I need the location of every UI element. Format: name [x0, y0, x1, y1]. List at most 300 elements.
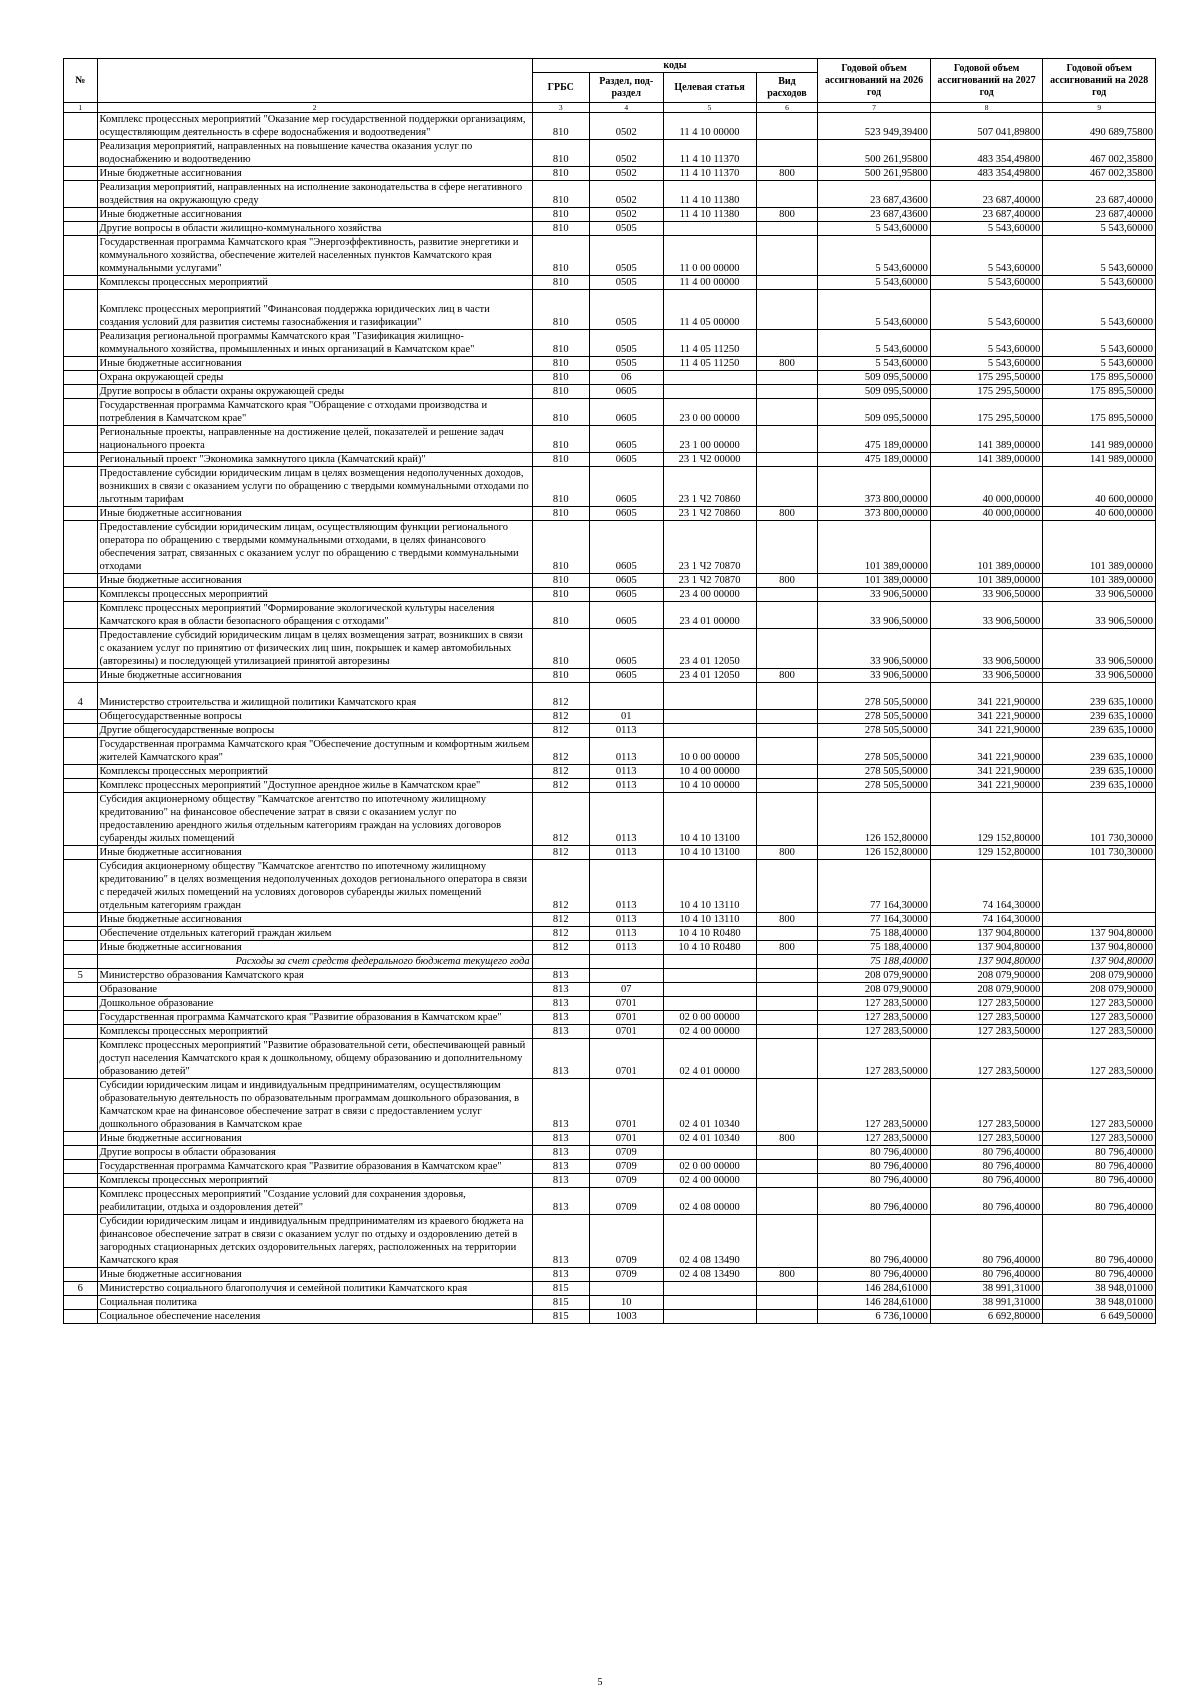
- row-number: [64, 1132, 98, 1146]
- page-number: 5: [597, 1677, 603, 1688]
- row-number: [64, 1079, 98, 1132]
- row-amount-2026: 80 796,40000: [818, 1215, 931, 1268]
- table-row: [64, 860, 1156, 913]
- column-index: 6: [756, 103, 818, 113]
- row-name: Предоставление субсидии юридическим лицам, осуществляющим функции регионального оператора по обращению с твердыми коммунальными отходами, в целях финансового обеспечения затрат, связанных с оказанием услуг по обращению с твердыми коммунальными отходами: [97, 521, 532, 574]
- row-expense-type: 800: [756, 941, 818, 955]
- row-grbs: 812: [532, 941, 589, 955]
- table-row: [64, 467, 1156, 507]
- row-number: [64, 521, 98, 574]
- row-amount-2026: 127 283,50000: [818, 1025, 931, 1039]
- row-number: [64, 1160, 98, 1174]
- row-amount-2026: 33 906,50000: [818, 629, 931, 669]
- row-target-article: [663, 1296, 756, 1310]
- row-grbs: 813: [532, 1268, 589, 1282]
- row-name: Комплекс процессных мероприятий "Оказание мер государственной поддержки организациям, осуществляющим деятельность в сфере водоснабжения и водоотведения": [97, 113, 532, 140]
- row-grbs: 813: [532, 1039, 589, 1079]
- row-expense-type: 800: [756, 1132, 818, 1146]
- row-amount-2027: 341 221,90000: [930, 738, 1043, 765]
- row-expense-type: [756, 765, 818, 779]
- row-grbs: 810: [532, 181, 589, 208]
- row-razdel: 0701: [589, 1079, 663, 1132]
- row-number: [64, 113, 98, 140]
- row-amount-2026: 5 543,60000: [818, 290, 931, 330]
- table-row: [64, 1268, 1156, 1282]
- row-amount-2028: 141 989,00000: [1043, 426, 1156, 453]
- row-name: Комплекс процессных мероприятий "Развитие образовательной сети, обеспечивающей равный доступ населения Камчатского края к дошкольному, общему образованию и дополнительному образованию детей": [97, 1039, 532, 1079]
- row-amount-2027: 80 796,40000: [930, 1174, 1043, 1188]
- row-expense-type: [756, 426, 818, 453]
- row-grbs: 810: [532, 236, 589, 276]
- row-expense-type: [756, 330, 818, 357]
- row-expense-type: [756, 1039, 818, 1079]
- row-name: Государственная программа Камчатского края "Обращение с отходами производства и потребления в Камчатском крае": [97, 399, 532, 426]
- row-razdel: 0701: [589, 1132, 663, 1146]
- row-target-article: [663, 371, 756, 385]
- row-grbs: 812: [532, 738, 589, 765]
- table-row: [64, 330, 1156, 357]
- row-name: Государственная программа Камчатского края "Энергоэффективность, развитие энергетики и коммунального хозяйства, обеспечение жителей населенных пунктов Камчатского края коммунальными услугами": [97, 236, 532, 276]
- row-razdel: [589, 683, 663, 710]
- row-grbs: 810: [532, 385, 589, 399]
- row-amount-2026: 33 906,50000: [818, 602, 931, 629]
- row-amount-2028: 33 906,50000: [1043, 669, 1156, 683]
- row-amount-2026: 80 796,40000: [818, 1174, 931, 1188]
- row-amount-2026: 146 284,61000: [818, 1282, 931, 1296]
- table-row: [64, 1146, 1156, 1160]
- row-amount-2027: 23 687,40000: [930, 181, 1043, 208]
- row-name: Иные бюджетные ассигнования: [97, 1132, 532, 1146]
- row-razdel: 0113: [589, 927, 663, 941]
- row-target-article: [663, 222, 756, 236]
- row-amount-2027: 175 295,50000: [930, 371, 1043, 385]
- row-expense-type: [756, 983, 818, 997]
- row-razdel: 10: [589, 1296, 663, 1310]
- row-amount-2027: 137 904,80000: [930, 927, 1043, 941]
- row-amount-2026: 77 164,30000: [818, 913, 931, 927]
- row-grbs: 813: [532, 1146, 589, 1160]
- row-expense-type: [756, 399, 818, 426]
- table-row: [64, 1188, 1156, 1215]
- row-number: [64, 629, 98, 669]
- row-amount-2027: 175 295,50000: [930, 399, 1043, 426]
- row-target-article: 10 4 00 00000: [663, 765, 756, 779]
- row-name: Иные бюджетные ассигнования: [97, 669, 532, 683]
- row-amount-2026: 208 079,90000: [818, 983, 931, 997]
- row-razdel: 0502: [589, 167, 663, 181]
- header-vid: Вид расходов: [756, 73, 818, 103]
- row-name: Комплексы процессных мероприятий: [97, 765, 532, 779]
- row-grbs: 810: [532, 507, 589, 521]
- row-expense-type: 800: [756, 208, 818, 222]
- row-amount-2026: 75 188,40000: [818, 955, 931, 969]
- table-row: [64, 1011, 1156, 1025]
- table-row: [64, 710, 1156, 724]
- row-expense-type: 800: [756, 1268, 818, 1282]
- row-grbs: [532, 955, 589, 969]
- row-target-article: 11 4 00 00000: [663, 276, 756, 290]
- table-row: [64, 779, 1156, 793]
- header-num: №: [64, 59, 98, 103]
- column-index: 8: [930, 103, 1043, 113]
- row-amount-2026: 33 906,50000: [818, 588, 931, 602]
- row-amount-2028: 80 796,40000: [1043, 1268, 1156, 1282]
- row-name: Общегосударственные вопросы: [97, 710, 532, 724]
- row-expense-type: [756, 860, 818, 913]
- row-grbs: 810: [532, 669, 589, 683]
- row-amount-2028: 6 649,50000: [1043, 1310, 1156, 1324]
- row-amount-2026: 475 189,00000: [818, 453, 931, 467]
- row-amount-2028: 80 796,40000: [1043, 1160, 1156, 1174]
- row-amount-2028: 5 543,60000: [1043, 222, 1156, 236]
- table-row: [64, 236, 1156, 276]
- table-row: [64, 1310, 1156, 1324]
- row-razdel: 0709: [589, 1160, 663, 1174]
- row-amount-2028: 239 635,10000: [1043, 724, 1156, 738]
- row-amount-2028: 175 895,50000: [1043, 399, 1156, 426]
- row-expense-type: [756, 1025, 818, 1039]
- row-number: [64, 574, 98, 588]
- row-razdel: [589, 1282, 663, 1296]
- row-amount-2026: 523 949,39400: [818, 113, 931, 140]
- row-grbs: 813: [532, 1188, 589, 1215]
- row-amount-2027: 80 796,40000: [930, 1268, 1043, 1282]
- row-number: [64, 860, 98, 913]
- row-target-article: [663, 385, 756, 399]
- row-amount-2028: 5 543,60000: [1043, 276, 1156, 290]
- row-name: Субсидии юридическим лицам и индивидуальным предпринимателям, осуществляющим образовательную деятельность по образовательным программам дошкольного образования, в Камчатском крае на финансовое обеспечение затрат в связи с предоставлением услуг дошкольного образования в Камчатском крае: [97, 1079, 532, 1132]
- header-name: [97, 59, 532, 103]
- row-number: [64, 1188, 98, 1215]
- row-target-article: 23 1 Ч2 70860: [663, 467, 756, 507]
- table-row: [64, 208, 1156, 222]
- row-amount-2026: 5 543,60000: [818, 330, 931, 357]
- row-amount-2028: [1043, 913, 1156, 927]
- row-amount-2027: 74 164,30000: [930, 860, 1043, 913]
- row-amount-2026: 23 687,43600: [818, 181, 931, 208]
- column-index: 1: [64, 103, 98, 113]
- row-expense-type: [756, 724, 818, 738]
- row-amount-2027: 208 079,90000: [930, 969, 1043, 983]
- row-amount-2027: 40 000,00000: [930, 507, 1043, 521]
- row-number: [64, 290, 98, 330]
- row-amount-2027: 208 079,90000: [930, 983, 1043, 997]
- row-amount-2028: 5 543,60000: [1043, 290, 1156, 330]
- row-name: Социальное обеспечение населения: [97, 1310, 532, 1324]
- row-razdel: 0505: [589, 357, 663, 371]
- row-expense-type: 800: [756, 913, 818, 927]
- row-grbs: 810: [532, 467, 589, 507]
- row-target-article: 10 4 10 00000: [663, 779, 756, 793]
- row-expense-type: 800: [756, 846, 818, 860]
- row-number: [64, 167, 98, 181]
- row-amount-2027: 127 283,50000: [930, 1079, 1043, 1132]
- row-name: Министерство социального благополучия и семейной политики Камчатского края: [97, 1282, 532, 1296]
- row-target-article: 02 4 01 10340: [663, 1079, 756, 1132]
- row-razdel: 0605: [589, 629, 663, 669]
- row-amount-2026: 208 079,90000: [818, 969, 931, 983]
- header-2027: Годовой объем ассигнований на 2027 год: [930, 59, 1043, 103]
- row-amount-2026: 278 505,50000: [818, 765, 931, 779]
- row-amount-2027: 129 152,80000: [930, 793, 1043, 846]
- row-name: Субсидия акционерному обществу "Камчатское агентство по ипотечному жилищному кредитованию" в целях возмещения недополученных доходов регионального оператора в связи с передачей жилых помещений на условиях договоров субаренды жилых помещений отдельным категориям граждан: [97, 860, 532, 913]
- row-razdel: 0709: [589, 1188, 663, 1215]
- row-amount-2026: 278 505,50000: [818, 738, 931, 765]
- row-amount-2028: 101 730,30000: [1043, 846, 1156, 860]
- row-amount-2027: 40 000,00000: [930, 467, 1043, 507]
- row-name: Комплексы процессных мероприятий: [97, 276, 532, 290]
- row-target-article: [663, 1282, 756, 1296]
- row-number: [64, 371, 98, 385]
- row-amount-2027: 483 354,49800: [930, 167, 1043, 181]
- row-name: Иные бюджетные ассигнования: [97, 208, 532, 222]
- row-grbs: 813: [532, 1079, 589, 1132]
- row-grbs: 812: [532, 765, 589, 779]
- row-name: Иные бюджетные ассигнования: [97, 167, 532, 181]
- table-row: [64, 1132, 1156, 1146]
- row-grbs: 812: [532, 683, 589, 710]
- row-number: [64, 724, 98, 738]
- table-row: [64, 724, 1156, 738]
- row-razdel: 0709: [589, 1215, 663, 1268]
- row-razdel: 0605: [589, 602, 663, 629]
- row-name: Реализация региональной программы Камчатского края "Газификация жилищно-коммунального хозяйства, промышленных и иных организаций в Камчатском крае": [97, 330, 532, 357]
- row-razdel: 06: [589, 371, 663, 385]
- row-target-article: 11 4 10 11380: [663, 181, 756, 208]
- table-row: [64, 167, 1156, 181]
- row-grbs: 813: [532, 1215, 589, 1268]
- row-grbs: 815: [532, 1296, 589, 1310]
- row-razdel: 0701: [589, 997, 663, 1011]
- row-grbs: 810: [532, 222, 589, 236]
- row-amount-2028: 80 796,40000: [1043, 1174, 1156, 1188]
- row-expense-type: 800: [756, 167, 818, 181]
- row-razdel: 0709: [589, 1174, 663, 1188]
- row-number: [64, 927, 98, 941]
- row-amount-2028: 175 895,50000: [1043, 371, 1156, 385]
- row-target-article: 02 0 00 00000: [663, 1011, 756, 1025]
- row-grbs: 810: [532, 521, 589, 574]
- row-target-article: 23 4 01 00000: [663, 602, 756, 629]
- row-number: [64, 669, 98, 683]
- row-razdel: 01: [589, 710, 663, 724]
- row-expense-type: [756, 1146, 818, 1160]
- row-grbs: 812: [532, 710, 589, 724]
- row-expense-type: [756, 1188, 818, 1215]
- row-razdel: 1003: [589, 1310, 663, 1324]
- row-grbs: 812: [532, 913, 589, 927]
- row-amount-2026: 80 796,40000: [818, 1146, 931, 1160]
- table-row: [64, 793, 1156, 846]
- row-amount-2026: 146 284,61000: [818, 1296, 931, 1310]
- row-amount-2027: 5 543,60000: [930, 236, 1043, 276]
- row-number: [64, 588, 98, 602]
- row-razdel: 0113: [589, 846, 663, 860]
- table-row: [64, 955, 1156, 969]
- row-number: [64, 357, 98, 371]
- table-row: [64, 574, 1156, 588]
- row-target-article: 11 4 05 11250: [663, 357, 756, 371]
- row-name: Субсидии юридическим лицам и индивидуальным предпринимателям из краевого бюджета на финансовое обеспечение затрат в связи с оказанием услуг по отдыху и оздоровлению детей в загородных стационарных детских оздоровительных лагерях, расположенных на территории Камчатского края: [97, 1215, 532, 1268]
- row-grbs: 812: [532, 846, 589, 860]
- header-2026: Годовой объем ассигнований на 2026 год: [818, 59, 931, 103]
- row-name: Иные бюджетные ассигнования: [97, 507, 532, 521]
- row-razdel: 0113: [589, 779, 663, 793]
- row-target-article: 23 1 00 00000: [663, 426, 756, 453]
- table-row: [64, 140, 1156, 167]
- table-row: [64, 1215, 1156, 1268]
- row-amount-2026: 126 152,80000: [818, 846, 931, 860]
- table-row: [64, 927, 1156, 941]
- row-expense-type: [756, 290, 818, 330]
- row-target-article: 23 0 00 00000: [663, 399, 756, 426]
- row-expense-type: [756, 1079, 818, 1132]
- row-name: Комплекс процессных мероприятий "Финансовая поддержка юридических лиц в части создания условий для развития системы газоснабжения и газификации": [97, 290, 532, 330]
- row-razdel: 0502: [589, 113, 663, 140]
- table-row: [64, 507, 1156, 521]
- row-amount-2028: 239 635,10000: [1043, 779, 1156, 793]
- row-name: Предоставление субсидий юридическим лицам в целях возмещения затрат, возникших в связи с оказанием услуг по принятию от физических лиц шин, покрышек и камер автомобильных (авторезины) и последующей утилизацией принятой авторезины: [97, 629, 532, 669]
- row-amount-2028: 38 948,01000: [1043, 1296, 1156, 1310]
- table-row: [64, 521, 1156, 574]
- row-amount-2028: 33 906,50000: [1043, 602, 1156, 629]
- row-amount-2028: 127 283,50000: [1043, 1132, 1156, 1146]
- row-name: Реализация мероприятий, направленных на исполнение законодательства в сфере негативного воздействия на окружающую среду: [97, 181, 532, 208]
- row-amount-2028: 467 002,35800: [1043, 167, 1156, 181]
- row-grbs: 813: [532, 1011, 589, 1025]
- row-target-article: 23 4 01 12050: [663, 669, 756, 683]
- row-number: [64, 779, 98, 793]
- row-amount-2026: 278 505,50000: [818, 683, 931, 710]
- row-grbs: 810: [532, 290, 589, 330]
- row-number: [64, 208, 98, 222]
- row-grbs: 812: [532, 779, 589, 793]
- row-razdel: 0505: [589, 276, 663, 290]
- row-amount-2028: 23 687,40000: [1043, 208, 1156, 222]
- row-name: Комплексы процессных мероприятий: [97, 1025, 532, 1039]
- row-number: [64, 997, 98, 1011]
- row-amount-2026: 6 736,10000: [818, 1310, 931, 1324]
- table-row: [64, 997, 1156, 1011]
- row-amount-2028: [1043, 860, 1156, 913]
- row-amount-2026: 75 188,40000: [818, 941, 931, 955]
- row-target-article: 02 4 00 00000: [663, 1174, 756, 1188]
- row-expense-type: [756, 1296, 818, 1310]
- row-amount-2028: 127 283,50000: [1043, 997, 1156, 1011]
- row-name: Другие вопросы в области образования: [97, 1146, 532, 1160]
- row-expense-type: [756, 683, 818, 710]
- row-amount-2027: 6 692,80000: [930, 1310, 1043, 1324]
- row-amount-2028: 80 796,40000: [1043, 1215, 1156, 1268]
- row-grbs: 810: [532, 113, 589, 140]
- row-razdel: 0502: [589, 208, 663, 222]
- row-expense-type: 800: [756, 669, 818, 683]
- row-amount-2027: 101 389,00000: [930, 521, 1043, 574]
- row-target-article: [663, 997, 756, 1011]
- row-number: 6: [64, 1282, 98, 1296]
- row-amount-2028: 141 989,00000: [1043, 453, 1156, 467]
- row-amount-2028: 80 796,40000: [1043, 1146, 1156, 1160]
- row-amount-2027: 341 221,90000: [930, 710, 1043, 724]
- row-amount-2026: 500 261,95800: [818, 140, 931, 167]
- row-amount-2026: 127 283,50000: [818, 1011, 931, 1025]
- row-name: Иные бюджетные ассигнования: [97, 357, 532, 371]
- row-amount-2027: 101 389,00000: [930, 574, 1043, 588]
- row-razdel: [589, 955, 663, 969]
- row-amount-2028: 137 904,80000: [1043, 927, 1156, 941]
- row-expense-type: [756, 521, 818, 574]
- row-amount-2027: 33 906,50000: [930, 602, 1043, 629]
- row-name: Иные бюджетные ассигнования: [97, 1268, 532, 1282]
- row-target-article: 10 4 10 13110: [663, 860, 756, 913]
- row-amount-2026: 509 095,50000: [818, 385, 931, 399]
- row-name: Министерство строительства и жилищной политики Камчатского края: [97, 683, 532, 710]
- row-razdel: 0605: [589, 467, 663, 507]
- row-amount-2028: 101 389,00000: [1043, 574, 1156, 588]
- row-amount-2026: 80 796,40000: [818, 1268, 931, 1282]
- row-amount-2027: 129 152,80000: [930, 846, 1043, 860]
- row-razdel: [589, 969, 663, 983]
- row-number: [64, 913, 98, 927]
- table-row: [64, 222, 1156, 236]
- row-grbs: 810: [532, 426, 589, 453]
- header-tselevaya: Целевая статья: [663, 73, 756, 103]
- row-razdel: 0505: [589, 222, 663, 236]
- row-razdel: 0605: [589, 426, 663, 453]
- row-grbs: 810: [532, 602, 589, 629]
- table-row: [64, 969, 1156, 983]
- table-row: [64, 629, 1156, 669]
- row-amount-2027: 175 295,50000: [930, 385, 1043, 399]
- row-name: Реализация мероприятий, направленных на повышение качества оказания услуг по водоснабжению и водоотведению: [97, 140, 532, 167]
- row-amount-2027: 127 283,50000: [930, 997, 1043, 1011]
- row-razdel: 0113: [589, 738, 663, 765]
- row-name: Другие вопросы в области жилищно-коммунального хозяйства: [97, 222, 532, 236]
- row-name: Предоставление субсидии юридическим лицам в целях возмещения недополученных доходов, возникших в связи с оказанием услуги по обращению с твердыми коммунальными отходами по льготным тарифам: [97, 467, 532, 507]
- table-row: [64, 357, 1156, 371]
- row-number: [64, 222, 98, 236]
- row-amount-2026: 278 505,50000: [818, 779, 931, 793]
- row-grbs: 813: [532, 997, 589, 1011]
- budget-table: [63, 58, 1156, 1324]
- table-row: [64, 1079, 1156, 1132]
- column-index: 9: [1043, 103, 1156, 113]
- row-number: [64, 1310, 98, 1324]
- row-amount-2026: 5 543,60000: [818, 222, 931, 236]
- row-amount-2028: 38 948,01000: [1043, 1282, 1156, 1296]
- row-expense-type: [756, 1011, 818, 1025]
- row-target-article: 10 0 00 00000: [663, 738, 756, 765]
- row-amount-2026: 127 283,50000: [818, 1039, 931, 1079]
- row-amount-2028: 101 389,00000: [1043, 521, 1156, 574]
- row-amount-2026: 5 543,60000: [818, 236, 931, 276]
- row-number: [64, 276, 98, 290]
- row-amount-2028: 127 283,50000: [1043, 1025, 1156, 1039]
- row-amount-2028: 127 283,50000: [1043, 1079, 1156, 1132]
- row-grbs: 813: [532, 1174, 589, 1188]
- row-amount-2027: 5 543,60000: [930, 222, 1043, 236]
- table-row: [64, 1282, 1156, 1296]
- row-expense-type: [756, 371, 818, 385]
- table-row: [64, 1160, 1156, 1174]
- row-target-article: 11 0 00 00000: [663, 236, 756, 276]
- row-expense-type: [756, 955, 818, 969]
- row-name: Комплекс процессных мероприятий "Создание условий для сохранения здоровья, реабилитации, отдыха и оздоровления детей": [97, 1188, 532, 1215]
- row-grbs: 810: [532, 399, 589, 426]
- row-amount-2027: 80 796,40000: [930, 1160, 1043, 1174]
- row-expense-type: [756, 710, 818, 724]
- row-target-article: 10 4 10 R0480: [663, 941, 756, 955]
